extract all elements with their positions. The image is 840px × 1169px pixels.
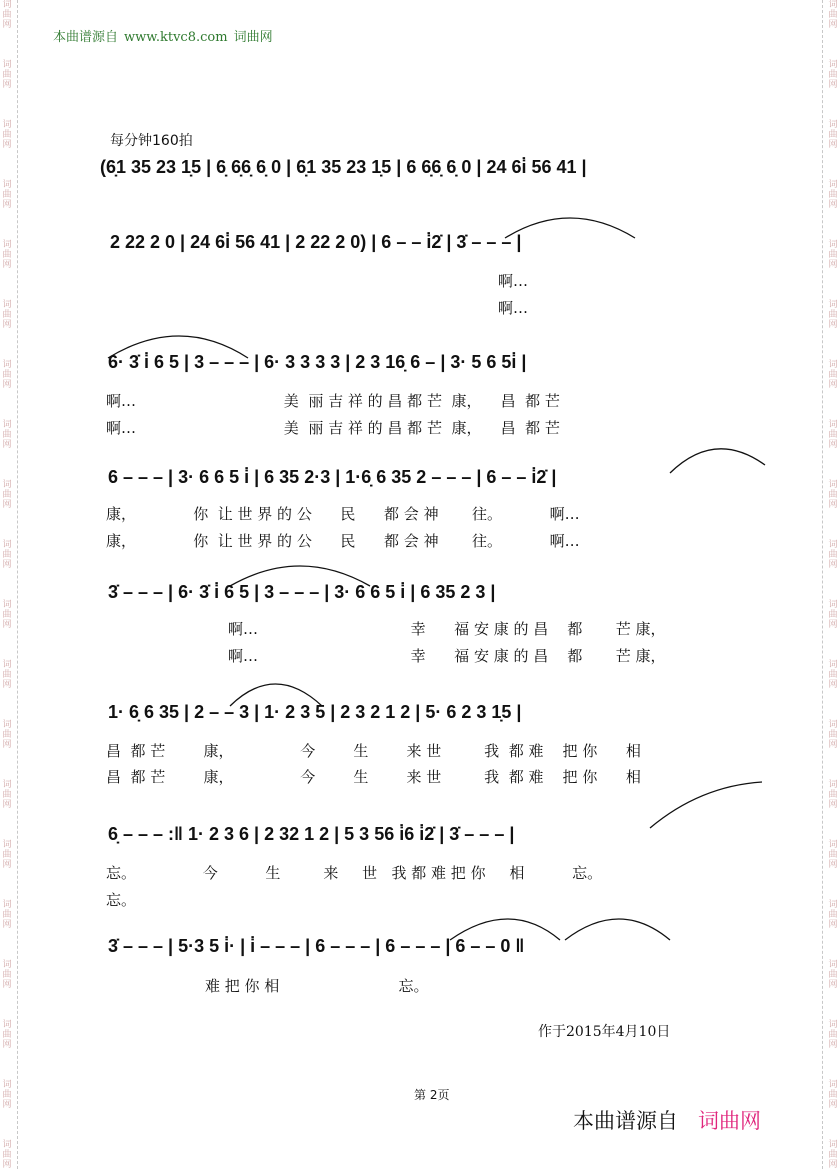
watermark-glyph: 网 [828, 320, 838, 330]
watermark-glyph: 网 [2, 560, 12, 570]
notation-line-5 [100, 580, 765, 612]
watermark-glyph: 网 [2, 620, 12, 630]
watermark-glyph: 词 [828, 660, 838, 670]
notation-text: 1· 6̣ 6 35 | 2 – – 3 | 1· 2 3 5 | 2 3 2 1 2 | 5· 6 2 3 1̣5 | [108, 702, 522, 722]
tempo-marking: 每分钟160拍 [110, 133, 193, 149]
watermark-glyph: 曲 [828, 730, 838, 740]
notation-text: 6 – – – | 3· 6 6 5 i̇ | 6 35 2·3 | 1·6̣ 6 35 2 – – – | 6 – – i̇2̇ | [108, 467, 557, 487]
watermark-glyph: 曲 [2, 1030, 12, 1040]
header-site-prefix: 本曲谱源自 [53, 30, 119, 45]
watermark-glyph: 词 [828, 120, 838, 130]
watermark-glyph: 词 [828, 840, 838, 850]
watermark-glyph: 网 [2, 1160, 12, 1169]
watermark-glyph: 词 [2, 480, 12, 490]
watermark-glyph: 词 [828, 360, 838, 370]
watermark-strip-left [0, 0, 14, 1169]
watermark-glyph: 词 [2, 900, 12, 910]
watermark-glyph: 曲 [2, 490, 12, 500]
lyric-line: 啊… 幸 福 安 康 的 昌 都 芒 康， [228, 620, 666, 638]
watermark-glyph: 词 [828, 300, 838, 310]
watermark-glyph: 曲 [2, 70, 12, 80]
watermark-glyph: 网 [828, 200, 838, 210]
watermark-glyph: 词 [828, 420, 838, 430]
watermark-glyph: 曲 [828, 1150, 838, 1160]
notation-text: 3̇ – – – | 6· 3̇ i̇ 6 5 | 3 – – – | 3· 6 6 5 i̇ | 6 35 2 3 | [108, 582, 496, 602]
watermark-glyph: 曲 [828, 370, 838, 380]
watermark-glyph: 曲 [2, 430, 12, 440]
watermark-glyph: 网 [828, 1100, 838, 1110]
source-header [53, 26, 279, 45]
watermark-glyph: 词 [2, 780, 12, 790]
lyric-line: 康， 你 让 世 界 的 公 民 都 会 神 往。 啊… [106, 532, 580, 550]
watermark-glyph: 网 [2, 380, 12, 390]
notation-text: 6̣ – – – :‖ 1· 2 3 6 | 2 32 1 2 | 5 3 56 i̇6 i̇2̇ | 3̇ – – – | [108, 824, 515, 844]
watermark-glyph: 词 [2, 420, 12, 430]
watermark-glyph: 词 [2, 660, 12, 670]
notation-line-8 [100, 934, 765, 966]
lyric-line: 啊… [498, 272, 529, 290]
watermark-glyph: 网 [2, 920, 12, 930]
watermark-glyph: 网 [828, 500, 838, 510]
lyric-line: 忘。 [106, 891, 137, 909]
watermark-glyph: 网 [828, 980, 838, 990]
watermark-glyph: 曲 [828, 850, 838, 860]
watermark-glyph: 曲 [828, 670, 838, 680]
watermark-glyph: 曲 [828, 250, 838, 260]
notation-line-3 [100, 350, 765, 382]
watermark-glyph: 曲 [828, 790, 838, 800]
margin-line-left [17, 0, 18, 1169]
footer-left: 本曲谱源自 [573, 1109, 678, 1133]
watermark-glyph: 曲 [828, 1030, 838, 1040]
watermark-glyph: 词 [828, 1020, 838, 1030]
watermark-glyph: 词 [2, 1080, 12, 1090]
watermark-glyph: 网 [2, 1100, 12, 1110]
lyric-line: 昌 都 芒 康， 今 生 来 世 我 都 难 把 你 相 [106, 768, 641, 786]
margin-line-right [822, 0, 823, 1169]
watermark-glyph: 词 [2, 180, 12, 190]
watermark-glyph: 网 [828, 260, 838, 270]
watermark-glyph: 网 [2, 20, 12, 30]
footer-credit [573, 1105, 761, 1135]
watermark-glyph: 词 [828, 480, 838, 490]
watermark-glyph: 曲 [2, 130, 12, 140]
watermark-glyph: 网 [2, 740, 12, 750]
notation-line-1 [100, 155, 765, 187]
watermark-glyph: 曲 [2, 730, 12, 740]
watermark-glyph: 曲 [828, 310, 838, 320]
watermark-glyph: 词 [2, 1020, 12, 1030]
notation-text: (6̣1 35 23 1̣5 | 6̣ 6̣6̣ 6̣ 0 | 6̣1 35 23 1̣5 | 6 6̣6̣ 6̣ 0 | 24 6i̇ 56 41 | [100, 157, 587, 177]
lyric-line: 康， 你 让 世 界 的 公 民 都 会 神 往。 啊… [106, 505, 580, 523]
lyric-line: 啊… 美 丽 吉 祥 的 昌 都 芒 康， 昌 都 芒 [106, 419, 560, 437]
page-number: 第 2页 [414, 1088, 450, 1102]
watermark-glyph: 曲 [828, 550, 838, 560]
header-url[interactable]: www.ktvc8.com [124, 30, 228, 45]
lyric-line: 啊… 美 丽 吉 祥 的 昌 都 芒 康， 昌 都 芒 [106, 392, 560, 410]
watermark-glyph: 词 [828, 60, 838, 70]
watermark-glyph: 网 [2, 680, 12, 690]
watermark-glyph: 词 [828, 1080, 838, 1090]
watermark-glyph: 网 [828, 1160, 838, 1169]
notation-line-6 [100, 700, 765, 732]
watermark-glyph: 词 [2, 540, 12, 550]
watermark-glyph: 网 [2, 320, 12, 330]
watermark-glyph: 网 [2, 860, 12, 870]
watermark-glyph: 曲 [2, 1150, 12, 1160]
notation-line-2 [100, 230, 765, 262]
watermark-glyph: 网 [2, 800, 12, 810]
watermark-glyph: 词 [828, 600, 838, 610]
lyric-line: 昌 都 芒 康， 今 生 来 世 我 都 难 把 你 相 [106, 742, 641, 760]
lyric-line: 啊… [498, 299, 529, 317]
watermark-glyph: 曲 [828, 190, 838, 200]
watermark-glyph: 曲 [2, 310, 12, 320]
watermark-glyph: 曲 [2, 610, 12, 620]
watermark-glyph: 曲 [2, 1090, 12, 1100]
watermark-glyph: 词 [828, 960, 838, 970]
watermark-glyph: 网 [828, 860, 838, 870]
lyric-line: 难 把 你 相 忘。 [205, 977, 429, 995]
watermark-glyph: 网 [2, 500, 12, 510]
watermark-glyph: 曲 [2, 970, 12, 980]
watermark-glyph: 网 [828, 140, 838, 150]
watermark-glyph: 曲 [828, 70, 838, 80]
watermark-glyph: 网 [828, 440, 838, 450]
watermark-glyph: 网 [828, 620, 838, 630]
watermark-glyph: 网 [828, 800, 838, 810]
watermark-glyph: 词 [828, 900, 838, 910]
watermark-glyph: 词 [828, 540, 838, 550]
notation-line-4 [100, 465, 765, 497]
watermark-glyph: 网 [828, 680, 838, 690]
watermark-glyph: 词 [828, 720, 838, 730]
watermark-glyph: 词 [2, 1140, 12, 1150]
watermark-glyph: 词 [828, 240, 838, 250]
watermark-glyph: 曲 [828, 970, 838, 980]
watermark-glyph: 词 [2, 60, 12, 70]
watermark-glyph: 网 [2, 440, 12, 450]
watermark-glyph: 网 [2, 260, 12, 270]
watermark-glyph: 网 [2, 80, 12, 90]
lyric-line: 忘。 今 生 来 世 我 都 难 把 你 相 忘。 [106, 864, 603, 882]
watermark-glyph: 词 [2, 240, 12, 250]
watermark-glyph: 词 [2, 720, 12, 730]
watermark-glyph: 词 [828, 180, 838, 190]
watermark-glyph: 词 [2, 600, 12, 610]
footer-right-link[interactable]: 词曲网 [698, 1109, 761, 1133]
watermark-glyph: 网 [828, 740, 838, 750]
watermark-glyph: 曲 [2, 910, 12, 920]
watermark-glyph: 曲 [828, 490, 838, 500]
composition-date: 作于2015年4月10日 [538, 1024, 671, 1040]
watermark-glyph: 网 [828, 1040, 838, 1050]
watermark-glyph: 网 [828, 920, 838, 930]
watermark-glyph: 网 [828, 380, 838, 390]
watermark-glyph: 网 [828, 20, 838, 30]
notation-text: 3̇ – – – | 5·3 5 i̇· | i̇ – – – | 6 – – – | 6 – – – | 6 – – 0 ‖ [108, 936, 525, 956]
watermark-glyph: 曲 [2, 190, 12, 200]
watermark-glyph: 曲 [2, 370, 12, 380]
watermark-glyph: 曲 [828, 10, 838, 20]
lyric-line: 啊… 幸 福 安 康 的 昌 都 芒 康， [228, 647, 666, 665]
watermark-glyph: 曲 [2, 850, 12, 860]
notation-text: 2 22 2 0 | 24 6i̇ 56 41 | 2 22 2 0) | 6 – – i̇2̇ | 3̇ – – – | [110, 232, 522, 252]
watermark-glyph: 曲 [2, 550, 12, 560]
watermark-glyph: 词 [2, 360, 12, 370]
watermark-glyph: 网 [2, 140, 12, 150]
watermark-glyph: 曲 [828, 1090, 838, 1100]
watermark-glyph: 曲 [828, 130, 838, 140]
notation-text: 6· 3̇ i̇ 6 5 | 3 – – – | 6· 3 3 3 3 | 2 3 16̣ 6 – | 3· 5 6 5i̇ | [108, 352, 527, 372]
header-site-name: 词曲网 [233, 30, 273, 45]
watermark-glyph: 曲 [2, 10, 12, 20]
watermark-glyph: 词 [2, 840, 12, 850]
watermark-glyph: 网 [2, 200, 12, 210]
watermark-glyph: 词 [828, 1140, 838, 1150]
watermark-glyph: 曲 [2, 250, 12, 260]
watermark-glyph: 网 [828, 560, 838, 570]
notation-line-7 [100, 822, 765, 854]
watermark-glyph: 曲 [828, 430, 838, 440]
watermark-glyph: 网 [2, 980, 12, 990]
watermark-glyph: 曲 [828, 610, 838, 620]
watermark-glyph: 曲 [2, 670, 12, 680]
watermark-glyph: 曲 [828, 910, 838, 920]
watermark-glyph: 曲 [2, 790, 12, 800]
watermark-glyph: 网 [2, 1040, 12, 1050]
watermark-glyph: 网 [828, 80, 838, 90]
watermark-glyph: 词 [2, 0, 12, 10]
watermark-glyph: 词 [2, 960, 12, 970]
watermark-glyph: 词 [2, 300, 12, 310]
watermark-glyph: 词 [828, 0, 838, 10]
watermark-glyph: 词 [828, 780, 838, 790]
watermark-glyph: 词 [2, 120, 12, 130]
watermark-strip-right [826, 0, 840, 1169]
